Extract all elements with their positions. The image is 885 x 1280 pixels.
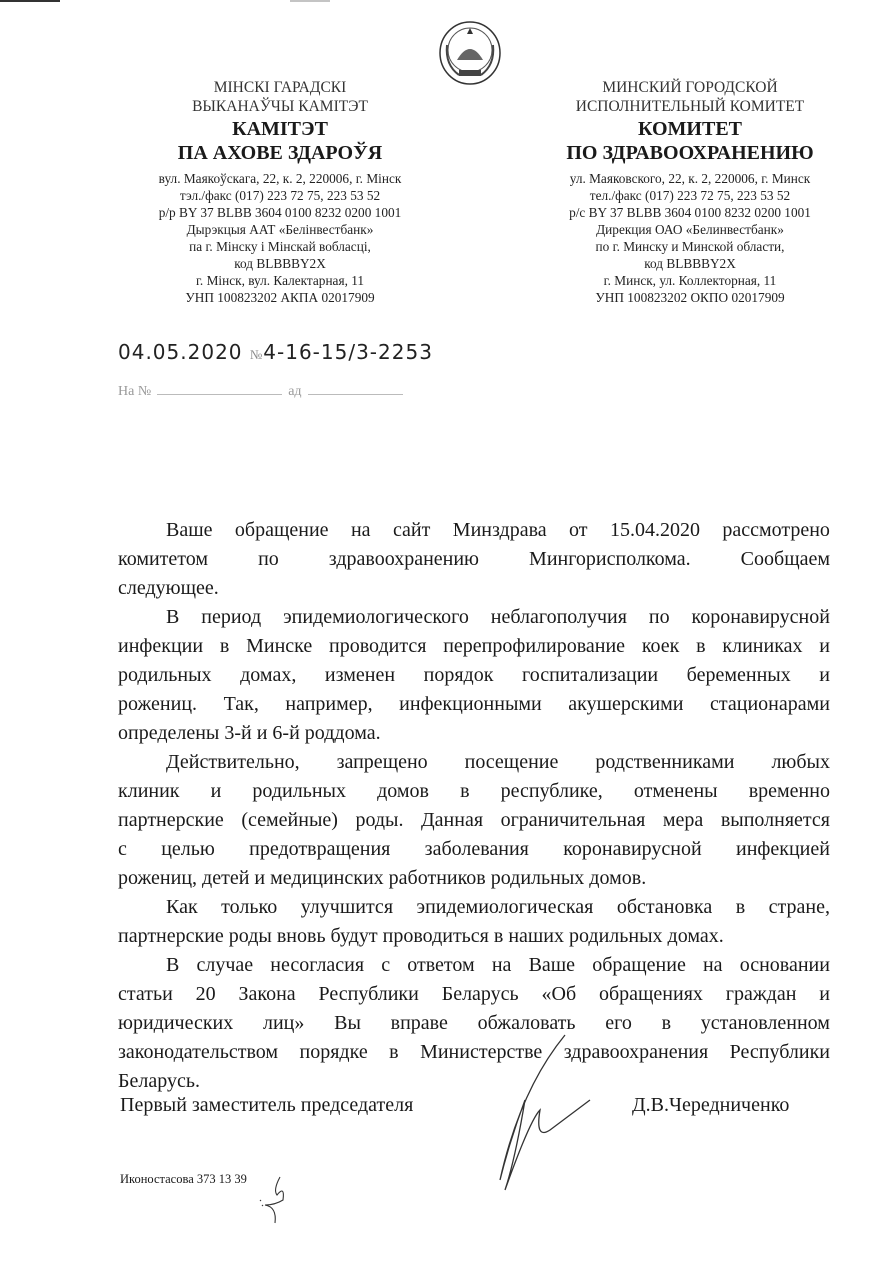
body-line: законодательством порядке в Министерстве здравоохранения Республики bbox=[118, 1041, 830, 1063]
handwritten-initials bbox=[255, 1175, 295, 1225]
address-line: па г. Мінску і Мінскай вобласці, bbox=[189, 239, 371, 254]
body-line: Беларусь. bbox=[118, 1070, 200, 1092]
letter-body bbox=[118, 516, 830, 1096]
body-line: определены 3-й и 6-й роддома. bbox=[118, 722, 381, 744]
address-line: Дирекция ОАО «Белинвестбанк» bbox=[596, 222, 784, 237]
executor-contact: Иконостасова 373 13 39 bbox=[120, 1172, 247, 1186]
address-line: тел./факс (017) 223 72 75, 223 53 52 bbox=[589, 188, 791, 203]
body-line: рожениц. Так, например, инфекционными акушерскими стационарами bbox=[118, 693, 830, 715]
coat-of-arms-emblem bbox=[437, 20, 503, 86]
body-line: комитетом по здравоохранению Мингорисполкома. Сообщаем bbox=[118, 548, 830, 570]
address-line: тэл./факс (017) 223 72 75, 223 53 52 bbox=[179, 188, 381, 203]
body-line: Действительно, запрещено посещение родственниками любых bbox=[166, 751, 830, 773]
address-line: УНП 100823202 ОКПО 02017909 bbox=[595, 290, 785, 305]
body-line: следующее. bbox=[118, 577, 219, 599]
handwritten-number: 4-16-15/3-2253 bbox=[263, 340, 433, 364]
na-label: На № bbox=[118, 384, 152, 399]
reference-line bbox=[118, 382, 409, 400]
address-line: г. Мінск, вул. Калектарная, 11 bbox=[195, 273, 365, 288]
address-line: код BLBBBY2X bbox=[234, 256, 326, 271]
address-line: УНП 100823202 АКПА 02017909 bbox=[185, 290, 375, 305]
committee-name: КОМИТЕТ bbox=[637, 118, 742, 140]
address-line: ул. Маяковского, 22, к. 2, 220006, г. Минск bbox=[569, 171, 811, 186]
header-belarusian bbox=[115, 78, 445, 306]
body-line: партнерские (семейные) роды. Данная ограничительная мера выполняется bbox=[118, 809, 830, 831]
address-line: р/р BY 37 BLBB 3604 0100 8232 0200 1001 bbox=[158, 205, 402, 220]
address-line: г. Минск, ул. Коллекторная, 11 bbox=[603, 273, 777, 288]
ad-label: ад bbox=[288, 384, 302, 399]
scan-edge-marks bbox=[0, 0, 885, 6]
registration-line bbox=[118, 340, 433, 364]
address-line: Дырэкцыя ААТ «Белінвестбанк» bbox=[186, 222, 374, 237]
org-name: ВЫКАНАЎЧЫ КАМІТЭТ bbox=[192, 98, 368, 115]
body-line: рожениц, детей и медицинских работников родильных домов. bbox=[118, 867, 647, 889]
body-line: с целью предотвращения заболевания коронавирусной инфекцией bbox=[118, 838, 830, 860]
handwritten-date: 04.05.2020 bbox=[118, 340, 243, 364]
signatory-name: Д.В.Чередниченко bbox=[632, 1094, 790, 1116]
header-russian bbox=[525, 78, 855, 306]
org-name: ИСПОЛНИТЕЛЬНЫЙ КОМИТЕТ bbox=[575, 98, 805, 115]
org-name: МІНСКІ ГАРАДСКІ bbox=[213, 79, 347, 96]
body-line: В случае несогласия с ответом на Ваше обращение на основании bbox=[166, 954, 830, 976]
body-line: юридических лиц» Вы вправе обжаловать его в установленном bbox=[118, 1012, 830, 1034]
org-name: МИНСКИЙ ГОРОДСКОЙ bbox=[602, 79, 778, 96]
body-line: инфекции в Минске проводится перепрофилирование коек в клиниках и bbox=[118, 635, 830, 657]
body-line: родильных домах, изменен порядок госпитализации беременных и bbox=[118, 664, 830, 686]
committee-name: КАМІТЭТ bbox=[232, 118, 328, 140]
address-line: р/с BY 37 BLBB 3604 0100 8232 0200 1001 bbox=[569, 205, 811, 220]
body-line: статьи 20 Закона Республики Беларусь «Об обращениях граждан и bbox=[118, 983, 830, 1005]
address-line: вул. Маякоўскага, 22, к. 2, 220006, г. Мінск bbox=[158, 171, 402, 186]
signatory-position: Первый заместитель председателя bbox=[120, 1094, 414, 1116]
committee-name: ПА АХОВЕ ЗДАРОЎЯ bbox=[177, 142, 383, 164]
body-line: партнерские роды вновь будут проводиться в наших родильных домах. bbox=[118, 925, 724, 947]
handwritten-signature bbox=[480, 1030, 600, 1200]
body-line: Ваше обращение на сайт Минздрава от 15.04.2020 рассмотрено bbox=[166, 519, 830, 541]
address-line: код BLBBBY2X bbox=[644, 256, 736, 271]
address-line: по г. Минску и Минской области, bbox=[595, 239, 785, 254]
body-line: клиник и родильных домов в республике, отменены временно bbox=[118, 780, 830, 802]
body-line: В период эпидемиологического неблагополучия по коронавирусной bbox=[166, 606, 830, 628]
body-line: Как только улучшится эпидемиологическая обстановка в стране, bbox=[166, 896, 830, 918]
number-label: № bbox=[249, 347, 264, 362]
committee-name: ПО ЗДРАВООХРАНЕНИЮ bbox=[566, 142, 814, 164]
